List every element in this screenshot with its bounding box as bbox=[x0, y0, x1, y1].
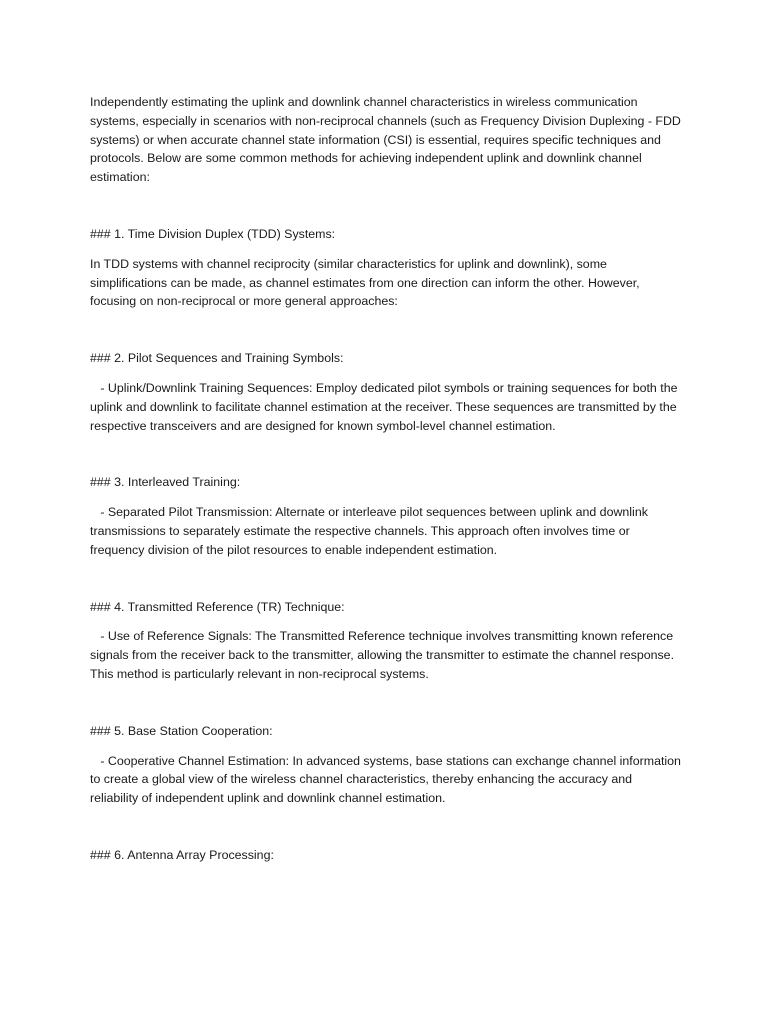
section-body-1: In TDD systems with channel reciprocity (similar characteristics for uplink and downlink), some simplifications can be made, as channel estimates from one direction can inform the other. However, focusing on non-reciprocal or more general approaches: bbox=[90, 256, 644, 309]
section-heading-4: ### 4. Transmitted Reference (TR) Technique: bbox=[90, 599, 345, 614]
section-body-4: - Use of Reference Signals: The Transmitted Reference technique involves transmitting known reference signals from the receiver back to the transmitter, allowing the transmitter to estimate the channel response. This method is particularly relevant in non-reciprocal systems. bbox=[90, 629, 678, 681]
section-heading-1: ### 1. Time Division Duplex (TDD) Systems: bbox=[90, 226, 336, 241]
document-page bbox=[90, 93, 685, 876]
section-body-3: - Separated Pilot Transmission: Alternate or interleave pilot sequences between uplink and downlink transmissions to separately estimate the respective channels. This approach often involves time or frequency division of the pilot resources to enable independent estimation. bbox=[90, 505, 652, 557]
section-heading-5: ### 5. Base Station Cooperation: bbox=[90, 723, 273, 738]
intro-paragraph: Independently estimating the uplink and downlink channel characteristics in wireless communication systems, especially in scenarios with non-reciprocal channels (such as Frequency Division Duplexing - FDD systems) or when accurate channel state information (CSI) is essential, requires specific techniques and protocols. Below are some common methods for achieving independent uplink and downlink channel estimation: bbox=[90, 95, 681, 185]
section-heading-2: ### 2. Pilot Sequences and Training Symbols: bbox=[90, 351, 344, 366]
section-heading-3: ### 3. Interleaved Training: bbox=[90, 475, 241, 490]
section-body-2: - Uplink/Downlink Training Sequences: Employ dedicated pilot symbols or training sequences for both the uplink and downlink to facilitate channel estimation at the receiver. These sequences are transmitted by the respective transceivers and are designed for known symbol-level channel estimation. bbox=[90, 380, 681, 433]
section-heading-6: ### 6. Antenna Array Processing: bbox=[90, 847, 274, 862]
section-body-5: - Cooperative Channel Estimation: In advanced systems, base stations can exchange channel information to create a global view of the wireless channel characteristics, thereby enhancing the accuracy and reliability of independent uplink and downlink channel estimation. bbox=[90, 753, 685, 806]
